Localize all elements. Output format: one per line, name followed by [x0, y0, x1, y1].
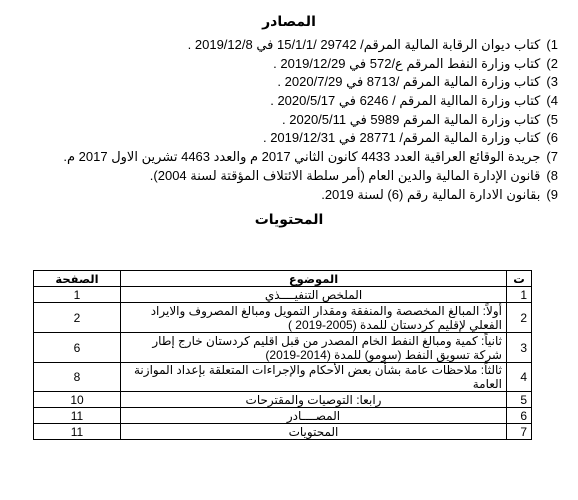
table-row — [34, 363, 532, 392]
table-row — [34, 303, 532, 333]
table-row — [34, 424, 532, 440]
source-number: 4) — [546, 93, 558, 109]
row-num: 5 — [507, 392, 532, 408]
contents-table — [33, 270, 532, 440]
row-page: 1 — [34, 287, 121, 303]
row-subject: أولاً: المبالغ المخصصة والمنفقة ومقدار التمويل ومبالغ المصروف والايراد الفعلي لإقليم كردستان للمدة (2005-2019 ) — [121, 303, 507, 333]
source-text: كتاب وزارة النفط المرقم ع/572 في 2019/12/29 . — [273, 55, 541, 71]
table-row — [34, 408, 532, 424]
source-text: كتاب وزارة المالية المرقم 5989 في 2020/5/11 . — [282, 111, 541, 127]
header-num: ت — [507, 271, 532, 287]
source-text: كتاب وزارة المالية المرقم /8713 في 2020/7/29 . — [277, 74, 541, 90]
source-number: 8) — [546, 167, 558, 183]
source-item-9 — [60, 186, 558, 205]
row-page: 10 — [34, 392, 121, 408]
row-num: 4 — [507, 363, 532, 392]
row-subject: المحتويات — [121, 424, 507, 440]
header-subject: الموضوع — [121, 271, 507, 287]
source-item-5 — [60, 111, 558, 130]
source-text: قانون الإدارة المالية والدين العام (أمر سلطة الائتلاف المؤقتة لسنة 2004). — [149, 167, 541, 183]
source-item-2 — [60, 55, 558, 74]
row-page: 2 — [34, 303, 121, 333]
source-item-3 — [60, 73, 558, 92]
source-number: 3) — [546, 74, 558, 90]
source-text: بقانون الادارة المالية رقم (6) لسنة 2019. — [321, 186, 541, 202]
row-num: 3 — [507, 333, 532, 363]
source-item-4 — [60, 92, 558, 111]
row-num: 7 — [507, 424, 532, 440]
source-item-7 — [60, 148, 558, 167]
source-number: 7) — [546, 149, 558, 165]
row-subject: المصــــادر — [121, 408, 507, 424]
row-subject: الملخص التنفيــــذي — [121, 287, 507, 303]
source-item-6 — [60, 129, 558, 148]
table-row — [34, 392, 532, 408]
source-number: 2) — [546, 55, 558, 71]
row-page: 8 — [34, 363, 121, 392]
row-num: 1 — [507, 287, 532, 303]
row-page: 6 — [34, 333, 121, 363]
source-number: 9) — [546, 186, 558, 202]
source-text: كتاب وزارة الماالية المرقم / 6246 في 2020/5/17 . — [270, 93, 541, 109]
source-number: 1) — [546, 37, 558, 52]
source-number: 6) — [546, 130, 558, 146]
table-row — [34, 333, 532, 363]
row-num: 6 — [507, 408, 532, 424]
row-subject: ثانياً: كمية ومبالغ النفط الخام المصدر من قبل اقليم كردستان خارج إطار شركة تسويق النفط (سومو) للمدة (2014-2019) — [121, 333, 507, 363]
source-text: كتاب وزارة المالية المرقم/ 28771 في 2019/12/31 . — [262, 130, 541, 146]
row-subject: رابعا: التوصيات والمقترحات — [121, 392, 507, 408]
row-page: 11 — [34, 424, 121, 440]
source-text: كتاب ديوان الرقابة المالية المرقم/ 29742 /15/1/1 في 2019/12/8 . — [187, 37, 541, 52]
contents-heading: المحتويات — [254, 211, 324, 227]
source-number: 5) — [546, 111, 558, 127]
table-header-row — [34, 271, 532, 287]
table-row — [34, 287, 532, 303]
row-num: 2 — [507, 303, 532, 333]
source-item-1 — [60, 36, 558, 55]
row-subject: ثالثاً: ملاحظات عامة بشأن بعض الأحكام والإجراءات المتعلقة بإعداد الموازنة العامة — [121, 363, 507, 392]
sources-list — [60, 36, 558, 204]
source-item-8 — [60, 167, 558, 186]
header-page: الصفحة — [34, 271, 121, 287]
sources-heading: المصادر — [262, 13, 316, 29]
row-page: 11 — [34, 408, 121, 424]
source-text: جريدة الوقائع العراقية العدد 4433 كانون الثاني 2017 م والعدد 4463 تشرين الاول 2017 م. — [63, 149, 541, 165]
